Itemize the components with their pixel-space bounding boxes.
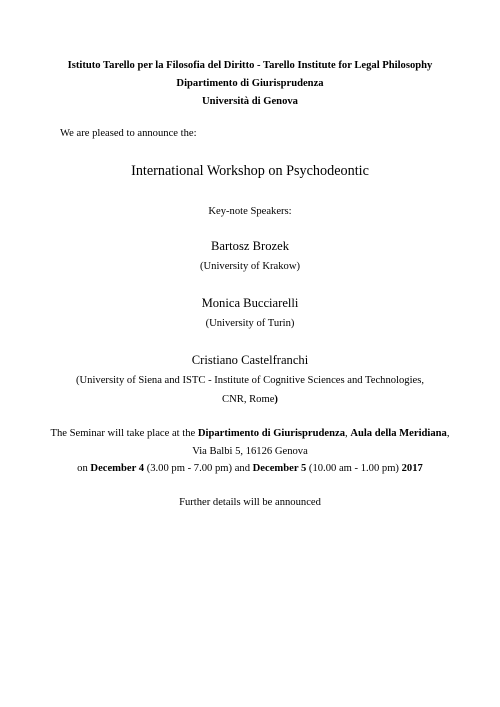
- date-first: December 4: [90, 463, 145, 474]
- footer-note: Further details will be announced: [179, 497, 321, 508]
- speaker-affiliation-2: (University of Turin): [205, 318, 295, 329]
- speaker-affiliation-1: (University of Krakow): [199, 261, 301, 272]
- venue-department: Dipartimento di Giurisprudenza: [197, 428, 346, 439]
- venue-address: Via Balbi 5, 16126 Genova: [192, 446, 308, 457]
- affiliation-text: CNR, Rome: [222, 394, 275, 405]
- speaker-affiliation-3-line1: (University of Siena and ISTC - Institute of Cognitive Sciences and Technologies,: [76, 375, 424, 386]
- venue-separator: ,: [345, 428, 351, 439]
- event-year: 2017: [401, 463, 423, 474]
- university-heading: Università di Genova: [202, 96, 298, 107]
- speaker-name-2: Monica Bucciarelli: [201, 296, 299, 310]
- workshop-title: International Workshop on Psychodeontic: [131, 163, 369, 179]
- speaker-affiliation-3-line2: [0, 395, 500, 406]
- time-first: (3.00 pm - 7.00 pm) and: [144, 463, 253, 474]
- time-second: (10.00 am - 1.00 pm): [306, 463, 402, 474]
- dates-on: on: [77, 463, 91, 474]
- keynote-label: Key-note Speakers:: [208, 206, 292, 217]
- venue-room: Aula della Meridiana: [350, 428, 447, 439]
- intro-text: We are pleased to announce the:: [60, 128, 197, 139]
- institute-heading: Istituto Tarello per la Filosofia del Diritto - Tarello Institute for Legal Philosophy: [67, 60, 433, 71]
- speaker-name-1: Bartosz Brozek: [211, 239, 289, 253]
- dates-line: [0, 464, 500, 475]
- venue-suffix: ,: [446, 428, 450, 439]
- venue-prefix: The Seminar will take place at the: [50, 428, 198, 439]
- department-heading: Dipartimento di Giurisprudenza: [176, 78, 324, 89]
- date-second: December 5: [252, 463, 307, 474]
- venue-line: [0, 429, 500, 440]
- speaker-name-3: Cristiano Castelfranchi: [191, 353, 309, 367]
- closing-paren: ): [274, 394, 278, 405]
